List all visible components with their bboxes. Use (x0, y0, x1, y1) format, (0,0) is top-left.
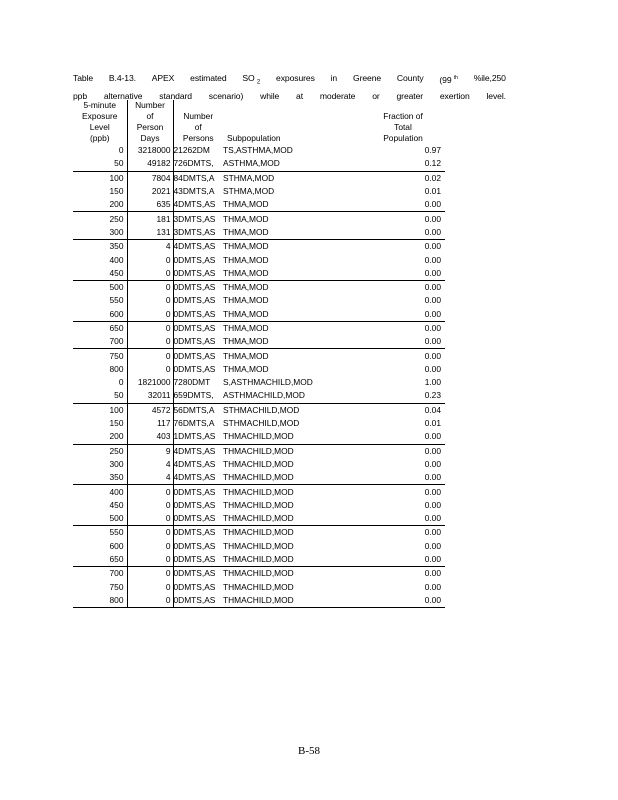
table-header-row (73, 100, 445, 144)
cell-subpopulation: STHMACHILD,MOD (223, 403, 361, 417)
cell-fraction: 0.00 (424, 581, 441, 592)
cell-exposure-level: 150 (109, 186, 124, 197)
cell-fraction: 0.00 (361, 526, 445, 540)
table-caption (73, 72, 506, 103)
cell-person-days: 0 (127, 581, 173, 594)
cell-person-days: 0 (127, 294, 173, 307)
cell-fraction: 0.97 (424, 145, 441, 156)
cell-fraction: 0.00 (361, 444, 445, 458)
cell-subpopulation: STHMA,MOD (223, 171, 361, 185)
cell-fraction: 0.00 (424, 336, 441, 347)
cell-subpopulation: THMA,MOD (223, 240, 361, 254)
cell-persons: 0DMTS,AS (173, 349, 223, 363)
cell-persons: 4DMTS,AS (173, 471, 223, 485)
cell-subpopulation: THMACHILD,MOD (223, 540, 294, 551)
cell-persons: 0DMTS,AS (173, 499, 223, 512)
table-row (73, 171, 445, 185)
cell-person-days: 0 (127, 526, 173, 540)
cell-persons: 0DMTS,AS (173, 294, 223, 307)
cell-subpopulation: THMA,MOD (223, 336, 269, 347)
cell-persons: 659DMTS, (173, 389, 223, 403)
cell-subpopulation: THMA,MOD (223, 280, 361, 294)
cell-person-days: 0 (127, 321, 173, 335)
cell-fraction: 0.00 (424, 363, 441, 374)
cell-persons: 3DMTS,AS (173, 226, 223, 240)
cell-exposure-level: 700 (73, 567, 127, 581)
table-body (73, 144, 445, 608)
cell-fraction: 0.00 (424, 308, 441, 319)
table-row (73, 349, 445, 363)
cell-fraction: 0.00 (424, 254, 441, 265)
table-row (73, 444, 445, 458)
cell-fraction: 0.12 (424, 158, 441, 169)
cell-person-days: 0 (127, 553, 173, 567)
cell-fraction: 0.00 (424, 513, 441, 524)
cell-exposure-level: 0 (118, 377, 124, 388)
cell-fraction: 0.04 (361, 403, 445, 417)
table-row (73, 540, 445, 553)
cell-person-days: 0 (127, 363, 173, 376)
cell-person-days: 3218000 (127, 144, 173, 157)
cell-person-days: 4 (127, 240, 173, 254)
cell-persons: 0DMTS,AS (173, 308, 223, 322)
cell-persons: 0DMTS,AS (173, 267, 223, 281)
cell-persons: 56DMTS,A (173, 403, 223, 417)
cell-subpopulation: THMACHILD,MOD (223, 485, 361, 499)
cell-subpopulation: ASTHMA,MOD (223, 158, 280, 169)
cell-persons: 76DMTS,A (173, 417, 223, 430)
table-row (73, 594, 445, 608)
table-row (73, 512, 445, 526)
cell-subpopulation: THMA,MOD (223, 199, 269, 210)
cell-persons: 0DMTS,AS (173, 540, 223, 553)
table-row (73, 267, 445, 281)
cell-fraction: 0.00 (424, 458, 441, 469)
cell-person-days: 0 (127, 308, 173, 322)
cell-exposure-level: 450 (109, 267, 124, 278)
table-row (73, 198, 445, 212)
cell-subpopulation: THMACHILD,MOD (223, 594, 361, 608)
cell-subpopulation: ASTHMACHILD,MOD (223, 390, 305, 401)
cell-persons: 0DMTS,AS (173, 553, 223, 567)
cell-subpopulation: THMACHILD,MOD (223, 567, 361, 581)
cell-fraction: 0.00 (424, 226, 441, 237)
cell-fraction: 0.00 (424, 540, 441, 551)
cell-subpopulation: THMA,MOD (223, 254, 269, 265)
table-row (73, 185, 445, 198)
table-row (73, 553, 445, 567)
caption-line-2: ppb alternative standard scenario) while at moderate or greater exertion level. (73, 90, 506, 101)
cell-persons: 4DMTS,AS (173, 198, 223, 212)
cell-exposure-level: 200 (109, 199, 124, 210)
cell-persons: 0DMTS,AS (173, 253, 223, 266)
table-row (73, 485, 445, 499)
cell-fraction: 0.00 (361, 349, 445, 363)
table-row (73, 389, 445, 403)
cell-subpopulation: THMACHILD,MOD (223, 444, 361, 458)
cell-fraction: 0.00 (361, 485, 445, 499)
cell-fraction: 0.00 (361, 280, 445, 294)
cell-persons: 0DMTS,AS (173, 581, 223, 594)
cell-person-days: 0 (127, 335, 173, 349)
cell-persons: 4DMTS,AS (173, 444, 223, 458)
cell-fraction: 0.00 (361, 321, 445, 335)
cell-persons: 1DMTS,AS (173, 430, 223, 444)
cell-person-days: 0 (127, 594, 173, 608)
cell-fraction: 0.00 (424, 267, 441, 278)
cell-exposure-level: 600 (109, 308, 124, 319)
cell-subpopulation: THMA,MOD (223, 363, 269, 374)
cell-persons: 7280DMT (173, 376, 223, 389)
cell-fraction: 0.23 (424, 390, 441, 401)
table-row (73, 376, 445, 389)
cell-exposure-level: 600 (109, 540, 124, 551)
cell-person-days: 1821000 (127, 376, 173, 389)
cell-exposure-level: 350 (73, 240, 127, 254)
cell-person-days: 4572 (127, 403, 173, 417)
table-row (73, 240, 445, 254)
cell-person-days: 0 (127, 512, 173, 526)
table-row (73, 144, 445, 157)
cell-exposure-level: 200 (109, 431, 124, 442)
cell-subpopulation: THMA,MOD (223, 349, 361, 363)
header-person-days: Number of Person Days (127, 100, 173, 144)
cell-person-days: 0 (127, 253, 173, 266)
cell-persons: 0DMTS,AS (173, 512, 223, 526)
cell-exposure-level: 50 (114, 390, 124, 401)
cell-fraction: 0.00 (424, 199, 441, 210)
cell-fraction: 0.00 (361, 594, 445, 608)
cell-subpopulation: THMACHILD,MOD (223, 526, 361, 540)
cell-subpopulation: THMACHILD,MOD (223, 554, 294, 565)
cell-persons: 3DMTS,AS (173, 212, 223, 226)
cell-person-days: 0 (127, 499, 173, 512)
cell-fraction: 0.00 (424, 554, 441, 565)
table-row (73, 403, 445, 417)
cell-person-days: 32011 (127, 389, 173, 403)
cell-persons: 43DMTS,A (173, 185, 223, 198)
cell-subpopulation: S,ASTHMACHILD,MOD (223, 377, 313, 388)
cell-exposure-level: 100 (73, 403, 127, 417)
cell-exposure-level: 500 (73, 280, 127, 294)
cell-fraction: 0.02 (361, 171, 445, 185)
table-row (73, 499, 445, 512)
cell-person-days: 0 (127, 485, 173, 499)
table-row (73, 280, 445, 294)
table-row (73, 308, 445, 322)
cell-exposure-level: 100 (73, 171, 127, 185)
cell-person-days: 0 (127, 567, 173, 581)
cell-subpopulation: THMACHILD,MOD (223, 458, 294, 469)
table-row (73, 417, 445, 430)
cell-exposure-level: 550 (109, 295, 124, 306)
cell-person-days: 7804 (127, 171, 173, 185)
page-number: B-58 (298, 745, 320, 757)
cell-fraction: 1.00 (424, 377, 441, 388)
cell-subpopulation: THMA,MOD (223, 226, 269, 237)
cell-persons: 4DMTS,AS (173, 458, 223, 471)
cell-persons: 0DMTS,AS (173, 280, 223, 294)
cell-exposure-level: 650 (73, 321, 127, 335)
cell-person-days: 9 (127, 444, 173, 458)
header-fraction: Fraction of Total Population (383, 111, 423, 143)
cell-exposure-level: 250 (73, 444, 127, 458)
cell-subpopulation: THMA,MOD (223, 308, 269, 319)
cell-persons: 0DMTS,AS (173, 335, 223, 349)
cell-person-days: 0 (127, 540, 173, 553)
cell-exposure-level: 250 (73, 212, 127, 226)
cell-exposure-level: 500 (109, 513, 124, 524)
cell-exposure-level: 350 (109, 472, 124, 483)
table-row (73, 157, 445, 171)
cell-persons: 0DMTS,AS (173, 363, 223, 376)
cell-exposure-level: 0 (118, 145, 124, 156)
cell-person-days: 131 (127, 226, 173, 240)
table-row (73, 581, 445, 594)
cell-exposure-level: 300 (109, 458, 124, 469)
cell-subpopulation: STHMACHILD,MOD (223, 418, 300, 429)
cell-exposure-level: 750 (73, 349, 127, 363)
cell-person-days: 4 (127, 471, 173, 485)
table-row (73, 212, 445, 226)
cell-persons: 0DMTS,AS (173, 485, 223, 499)
cell-exposure-level: 300 (109, 226, 124, 237)
table-row (73, 294, 445, 307)
cell-fraction: 0.00 (361, 567, 445, 581)
cell-person-days: 4 (127, 458, 173, 471)
cell-person-days: 49182 (127, 157, 173, 171)
cell-exposure-level: 150 (109, 418, 124, 429)
cell-fraction: 0.00 (424, 499, 441, 510)
exposure-table-wrapper (73, 100, 445, 608)
cell-person-days: 0 (127, 349, 173, 363)
table-row (73, 363, 445, 376)
caption-line-1: Table B.4-13. APEX estimated SO $_2$ exposures in Greene County (99 $^{th}$ %ile,250 (73, 73, 506, 86)
cell-subpopulation: THMACHILD,MOD (223, 472, 294, 483)
table-row (73, 567, 445, 581)
header-exposure-level: 5-minute Exposure Level (ppb) (82, 100, 118, 143)
cell-subpopulation: THMA,MOD (223, 321, 361, 335)
table-row (73, 226, 445, 240)
cell-persons: 0DMTS,AS (173, 594, 223, 608)
cell-fraction: 0.00 (424, 295, 441, 306)
cell-fraction: 0.00 (424, 431, 441, 442)
cell-persons: 4DMTS,AS (173, 240, 223, 254)
cell-exposure-level: 450 (109, 499, 124, 510)
cell-persons: 0DMTS,AS (173, 526, 223, 540)
cell-person-days: 635 (127, 198, 173, 212)
exposure-table (73, 100, 445, 608)
cell-subpopulation: THMACHILD,MOD (223, 499, 294, 510)
table-row (73, 253, 445, 266)
cell-exposure-level: 400 (73, 485, 127, 499)
cell-persons: 726DMTS, (173, 157, 223, 171)
table-row (73, 430, 445, 444)
header-subpopulation: Subpopulation (227, 133, 281, 143)
cell-subpopulation: TS,ASTHMA,MOD (223, 145, 293, 156)
header-persons: Number of Persons (173, 100, 223, 144)
cell-subpopulation: THMA,MOD (223, 267, 269, 278)
cell-exposure-level: 400 (109, 254, 124, 265)
cell-persons: 84DMTS,A (173, 171, 223, 185)
cell-fraction: 0.00 (361, 240, 445, 254)
table-row (73, 458, 445, 471)
cell-exposure-level: 550 (73, 526, 127, 540)
cell-exposure-level: 800 (109, 363, 124, 374)
cell-person-days: 403 (127, 430, 173, 444)
cell-exposure-level: 750 (109, 581, 124, 592)
table-row (73, 335, 445, 349)
cell-subpopulation: STHMA,MOD (223, 186, 275, 197)
cell-person-days: 0 (127, 280, 173, 294)
cell-person-days: 181 (127, 212, 173, 226)
cell-exposure-level: 800 (73, 594, 127, 608)
cell-subpopulation: THMACHILD,MOD (223, 513, 294, 524)
cell-fraction: 0.01 (424, 186, 441, 197)
cell-person-days: 0 (127, 267, 173, 281)
cell-exposure-level: 650 (109, 554, 124, 565)
cell-persons: 0DMTS,AS (173, 567, 223, 581)
table-row (73, 526, 445, 540)
cell-persons: 0DMTS,AS (173, 321, 223, 335)
cell-subpopulation: THMACHILD,MOD (223, 431, 294, 442)
cell-person-days: 2021 (127, 185, 173, 198)
cell-persons: 21262DM (173, 144, 223, 157)
cell-exposure-level: 700 (109, 336, 124, 347)
cell-person-days: 117 (127, 417, 173, 430)
cell-exposure-level: 50 (114, 158, 124, 169)
cell-subpopulation: THMACHILD,MOD (223, 581, 294, 592)
cell-subpopulation: THMA,MOD (223, 212, 361, 226)
table-row (73, 471, 445, 485)
cell-fraction: 0.00 (424, 472, 441, 483)
cell-fraction: 0.01 (424, 418, 441, 429)
table-row (73, 321, 445, 335)
cell-subpopulation: THMA,MOD (223, 295, 269, 306)
cell-fraction: 0.00 (361, 212, 445, 226)
